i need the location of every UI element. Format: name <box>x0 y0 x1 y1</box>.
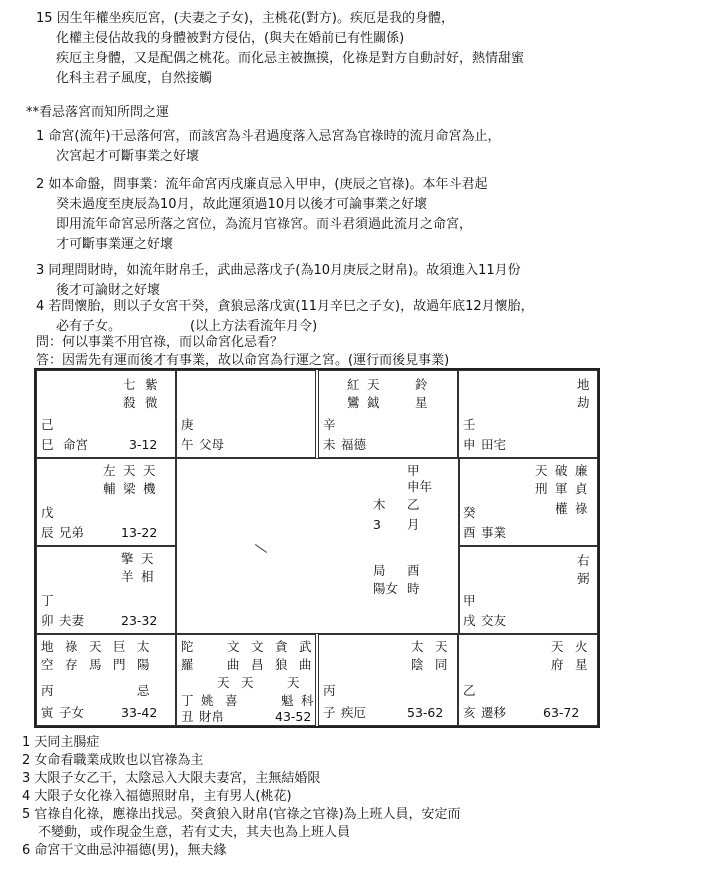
wei-branch: 未 <box>323 437 336 452</box>
item-4-line-1: 4 若問懷胎，則以子女宮干癸，貪狼忌落戊寅(11月辛巳之子女)，故過年底12月懷胎， <box>36 299 534 314</box>
wei-star-5: 鉞 <box>367 395 380 410</box>
si-star-3: 殺 <box>123 395 136 410</box>
mao-range: 23-32 <box>121 613 158 628</box>
you-star-6: 貞 <box>575 481 588 496</box>
xu-branch: 戌 <box>463 613 476 628</box>
yin-star-6: 空 <box>41 657 54 672</box>
palace-you <box>458 458 598 546</box>
wei-star-6: 星 <box>415 395 428 410</box>
item-4-line-2: 必有子女。 <box>56 319 122 334</box>
item-2-line-4: 才可斷事業運之好壞 <box>56 237 174 252</box>
item-4-note: (以上方法看流年月令) <box>190 319 318 334</box>
astrology-chart <box>34 368 600 728</box>
xu-star-1: 右 <box>577 553 590 568</box>
item-3-line-2: 後才可論財之好壞 <box>56 283 161 298</box>
si-range: 3-12 <box>129 437 158 452</box>
wei-star-2: 天 <box>367 377 380 392</box>
si-branch: 巳 <box>41 437 54 452</box>
chou-star-15: 喜 <box>225 693 238 708</box>
palace-shen <box>458 370 598 458</box>
you-palace: 事業 <box>481 525 507 540</box>
palace-hai <box>458 634 598 726</box>
center-text-5: 局 <box>373 563 386 578</box>
bottom-line-7: 6 命宮干文曲忌沖福德(男)，無夫緣 <box>22 843 227 858</box>
you-stem: 癸 <box>463 505 476 520</box>
si-star-2: 紫 <box>145 377 158 392</box>
palace-si <box>36 370 176 458</box>
shen-star-1: 地 <box>577 377 590 392</box>
yin-star-2: 祿 <box>65 639 78 654</box>
wu-palace: 父母 <box>199 437 225 452</box>
wei-star-1: 紅 <box>347 377 360 392</box>
wei-palace: 福德 <box>341 437 367 452</box>
chen-range: 13-22 <box>121 525 158 540</box>
yin-star-11: 忌 <box>137 683 150 698</box>
you-star-1: 天 <box>535 463 548 478</box>
yin-branch: 寅 <box>41 705 54 720</box>
mao-star-2: 天 <box>141 551 154 566</box>
shen-branch: 申 <box>463 437 476 452</box>
hai-palace: 遷移 <box>481 705 507 720</box>
center-text-2: 申年 <box>407 479 433 494</box>
mao-star-1: 擎 <box>121 551 134 566</box>
mao-stem: 丁 <box>41 593 54 608</box>
bottom-line-4: 4 大限子女化祿入福德照財帛，主有男人(桃花) <box>22 789 292 804</box>
palace-yin <box>36 634 176 726</box>
wei-star-4: 鸞 <box>347 395 360 410</box>
hai-branch: 亥 <box>463 705 476 720</box>
bottom-line-1: 1 天同主腸症 <box>22 735 100 750</box>
you-star-2: 破 <box>555 463 568 478</box>
chou-star-16: 魁 <box>281 693 294 708</box>
palace-chen <box>36 458 176 546</box>
chou-range: 43-52 <box>275 709 312 724</box>
answer-line: 答：因需先有運而後才有事業，故以命宮為行運之宮。(運行而後見事業) <box>36 353 450 368</box>
si-palace: 命宮 <box>63 437 89 452</box>
item-2-line-3: 即用流年命宮忌所落之宮位，為流月官祿宮。而斗君須過此流月之命宮， <box>56 217 473 232</box>
item-1-line-1: 1 命宮(流年)干忌落何宮，而該宮為斗君過度落入忌宮為官祿時的流月命宮為止， <box>36 129 501 144</box>
chart-center <box>176 458 460 634</box>
chen-stem: 戊 <box>41 505 54 520</box>
zi-stem: 丙 <box>323 683 336 698</box>
chen-palace: 兄弟 <box>59 525 85 540</box>
shen-star-2: 劫 <box>577 395 590 410</box>
yin-star-4: 巨 <box>113 639 126 654</box>
chou-star-4: 貪 <box>275 639 288 654</box>
zi-palace: 疾厄 <box>341 705 367 720</box>
mao-star-3: 羊 <box>121 569 134 584</box>
bottom-line-5: 5 官祿自化祿，應祿出找忌。癸貪狼入財帛(官祿之官祿)為上班人員，安定而 <box>22 807 461 822</box>
mao-branch: 卯 <box>41 613 54 628</box>
shen-palace: 田宅 <box>481 437 507 452</box>
chou-branch: 丑 <box>181 709 194 724</box>
yin-star-1: 地 <box>41 639 54 654</box>
hai-star-4: 星 <box>575 657 588 672</box>
center-text-10: 時 <box>407 581 420 596</box>
yin-star-9: 門 <box>113 657 126 672</box>
chou-palace: 財帛 <box>199 709 225 724</box>
you-branch: 酉 <box>463 525 476 540</box>
si-star-4: 微 <box>145 395 158 410</box>
hai-stem: 乙 <box>463 683 476 698</box>
chen-star-4: 輔 <box>103 481 116 496</box>
hai-star-3: 府 <box>551 657 564 672</box>
chou-star-12: 天 <box>241 675 254 690</box>
xu-palace: 交友 <box>481 613 507 628</box>
chou-star-10: 曲 <box>299 657 312 672</box>
item-1-line-2: 次宮起才可斷事業之好壞 <box>56 149 200 164</box>
hai-star-1: 天 <box>551 639 564 654</box>
center-text-9: 酉 <box>407 563 420 578</box>
bottom-line-2: 2 女命看職業成敗也以官祿為主 <box>22 753 204 768</box>
yin-star-8: 馬 <box>89 657 102 672</box>
zi-star-3: 陰 <box>411 657 424 672</box>
yin-star-5: 太 <box>137 639 150 654</box>
you-star-7: 權 <box>555 501 568 516</box>
yin-star-7: 存 <box>65 657 78 672</box>
chou-star-14: 姚 <box>201 693 214 708</box>
top-line-2: 化權主侵佔故我的身體被對方侵佔，(與夫在婚前已有性關係) <box>56 31 405 46</box>
chen-star-1: 左 <box>103 463 116 478</box>
center-text-1: 甲 <box>407 463 420 478</box>
chou-star-13: 天 <box>287 675 300 690</box>
zi-star-2: 天 <box>435 639 448 654</box>
chou-star-8: 昌 <box>251 657 264 672</box>
item-2-line-1: 2 如本命盤，問事業：流年命宮丙戌廉貞忌入甲申，(庚辰之官祿)。本年斗君起 <box>36 177 488 192</box>
palace-chou <box>176 634 316 726</box>
chou-star-17: 科 <box>301 693 314 708</box>
top-line-3: 疾厄主身體，又是配偶之桃花。而化忌主被撫摸，化祿是對方自動討好，熱情甜蜜 <box>56 51 525 66</box>
center-text-7: 乙 <box>407 497 420 512</box>
yin-stem: 丙 <box>41 683 54 698</box>
yin-palace: 子女 <box>59 705 85 720</box>
yin-star-10: 陽 <box>137 657 150 672</box>
chen-star-5: 梁 <box>123 481 136 496</box>
center-text-4: 3 <box>373 517 381 532</box>
mao-palace: 夫妻 <box>59 613 85 628</box>
zi-star-4: 同 <box>435 657 448 672</box>
palace-mao <box>36 546 176 634</box>
chou-star-11: 天 <box>217 675 230 690</box>
chen-star-3: 天 <box>143 463 156 478</box>
zi-range: 53-62 <box>407 705 444 720</box>
wu-branch: 午 <box>181 437 194 452</box>
center-text-8: 月 <box>407 517 420 532</box>
chou-star-7: 曲 <box>227 657 240 672</box>
you-star-5: 軍 <box>555 481 568 496</box>
top-line-1: 15 因生年權坐疾厄宮，(夫妻之子女)，主桃花(對方)。疾厄是我的身體， <box>36 11 454 26</box>
zi-star-1: 太 <box>411 639 424 654</box>
you-star-3: 廉 <box>575 463 588 478</box>
palace-zi <box>318 634 458 726</box>
palace-xu <box>458 546 598 634</box>
chou-star-6: 羅 <box>181 657 194 672</box>
question-line: 問：何以事業不用官祿，而以命宮化忌看？ <box>36 335 284 350</box>
you-star-4: 刑 <box>535 481 548 496</box>
wu-stem: 庚 <box>181 417 194 432</box>
zi-branch: 子 <box>323 705 336 720</box>
hai-range: 63-72 <box>543 705 580 720</box>
chou-star-9: 狼 <box>275 657 288 672</box>
palace-wei <box>318 370 458 458</box>
xu-star-2: 弼 <box>577 571 590 586</box>
shen-stem: 壬 <box>463 417 476 432</box>
chou-star-5: 武 <box>299 639 312 654</box>
mao-star-4: 相 <box>141 569 154 584</box>
you-star-8: 祿 <box>575 501 588 516</box>
center-text-3: 木 <box>373 497 386 512</box>
top-line-4: 化科主君子風度，自然接觸 <box>56 71 213 86</box>
bottom-line-3: 3 大限子女乙干，太陰忌入大限夫妻宮，主無結婚限 <box>22 771 321 786</box>
section-title: **看忌落宮而知所問之運 <box>26 105 170 120</box>
chen-star-2: 天 <box>123 463 136 478</box>
bottom-line-6: 不變動，或作現金生意，若有丈夫，其夫也為上班人員 <box>38 825 351 840</box>
chou-star-1: 陀 <box>181 639 194 654</box>
xu-stem: 甲 <box>463 593 476 608</box>
item-2-line-2: 癸未過度至庚辰為10月，故此運須過10月以後才可論事業之好壞 <box>56 197 428 212</box>
item-3-line-1: 3 同理問財時，如流年財帛壬，武曲忌落戊子(為10月庚辰之財帛)。故須進入11月份 <box>36 263 521 278</box>
chou-stem: 丁 <box>181 693 194 708</box>
yin-star-3: 天 <box>89 639 102 654</box>
chen-star-6: 機 <box>143 481 156 496</box>
chen-branch: 辰 <box>41 525 54 540</box>
chou-star-3: 文 <box>251 639 264 654</box>
yin-range: 33-42 <box>121 705 158 720</box>
chou-star-2: 文 <box>227 639 240 654</box>
si-star-1: 七 <box>123 377 136 392</box>
center-text-6: 陽女 <box>373 581 399 596</box>
wei-stem: 辛 <box>323 417 336 432</box>
si-stem: 己 <box>41 417 54 432</box>
wei-star-3: 鈴 <box>415 377 428 392</box>
palace-wu <box>176 370 316 458</box>
hai-star-2: 火 <box>575 639 588 654</box>
